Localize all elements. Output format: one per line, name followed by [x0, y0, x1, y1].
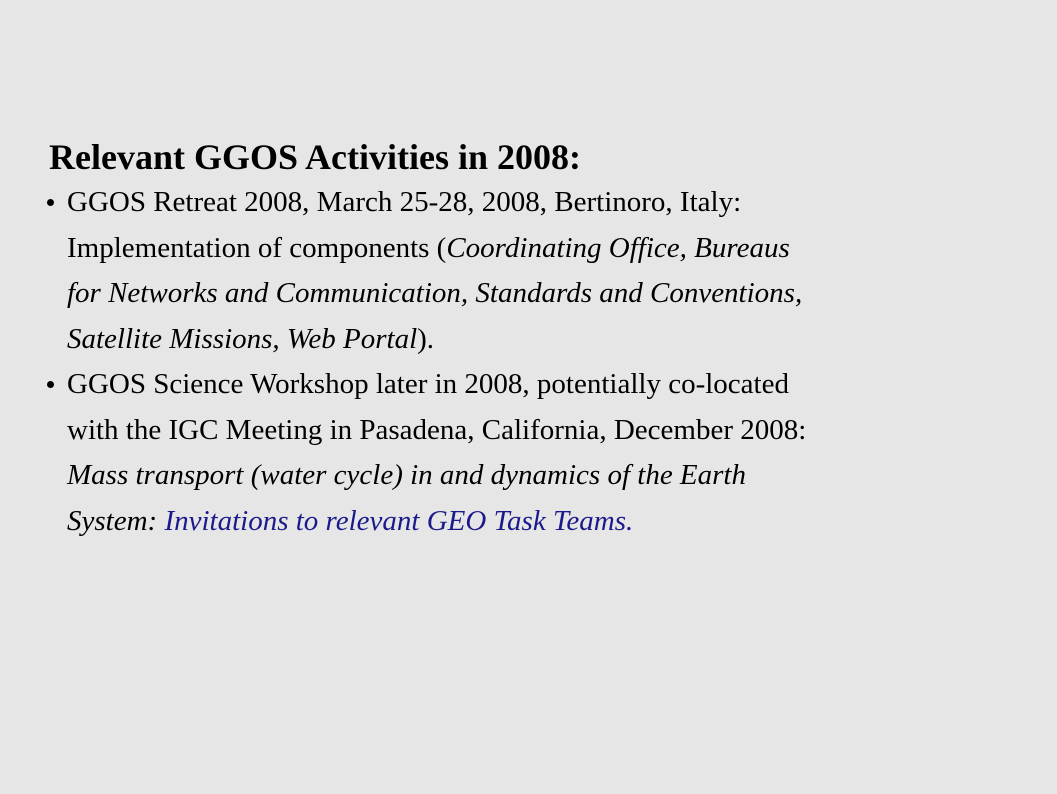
bullet-text-italic: Mass transport (water cycle) in and dynamics of the Earth [67, 459, 746, 491]
bullet-text: Implementation of components ( [67, 231, 447, 264]
bullet-text-italic: Satellite Missions, Web Portal [67, 322, 418, 355]
bullet-line [67, 180, 1044, 226]
bullet-line [67, 226, 1044, 272]
bullet-line [67, 499, 1044, 545]
bullet-text: ). [417, 322, 435, 355]
bullet-text-italic: System: [67, 504, 165, 537]
bullet-item-ggos-retreat [44, 180, 1044, 362]
bullet-text: GGOS Retreat 2008, March 25-28, 2008, Bertinoro, Italy: [67, 186, 742, 218]
bullet-line [67, 271, 1044, 317]
bullet-line [67, 453, 1044, 499]
bullet-dot-icon [47, 199, 54, 206]
invitations-link[interactable]: Invitations to relevant GEO Task Teams. [164, 504, 634, 537]
bullet-text-italic: for Networks and Communication, Standards and Conventions, [67, 277, 803, 309]
bullet-text: with the IGC Meeting in Pasadena, California, December 2008: [67, 413, 807, 446]
bullet-text: GGOS Science Workshop later in 2008, potentially co-located [67, 368, 789, 400]
bullet-list [44, 180, 1044, 544]
bullet-dot-icon [47, 381, 54, 388]
bullet-text-italic: Coordinating Office, Bureaus [446, 231, 790, 264]
bullet-item-science-workshop [44, 362, 1044, 544]
bullet-line [67, 362, 1044, 408]
slide-title: Relevant GGOS Activities in 2008: [49, 137, 581, 177]
bullet-line [67, 317, 1044, 363]
bullet-line [67, 408, 1044, 454]
